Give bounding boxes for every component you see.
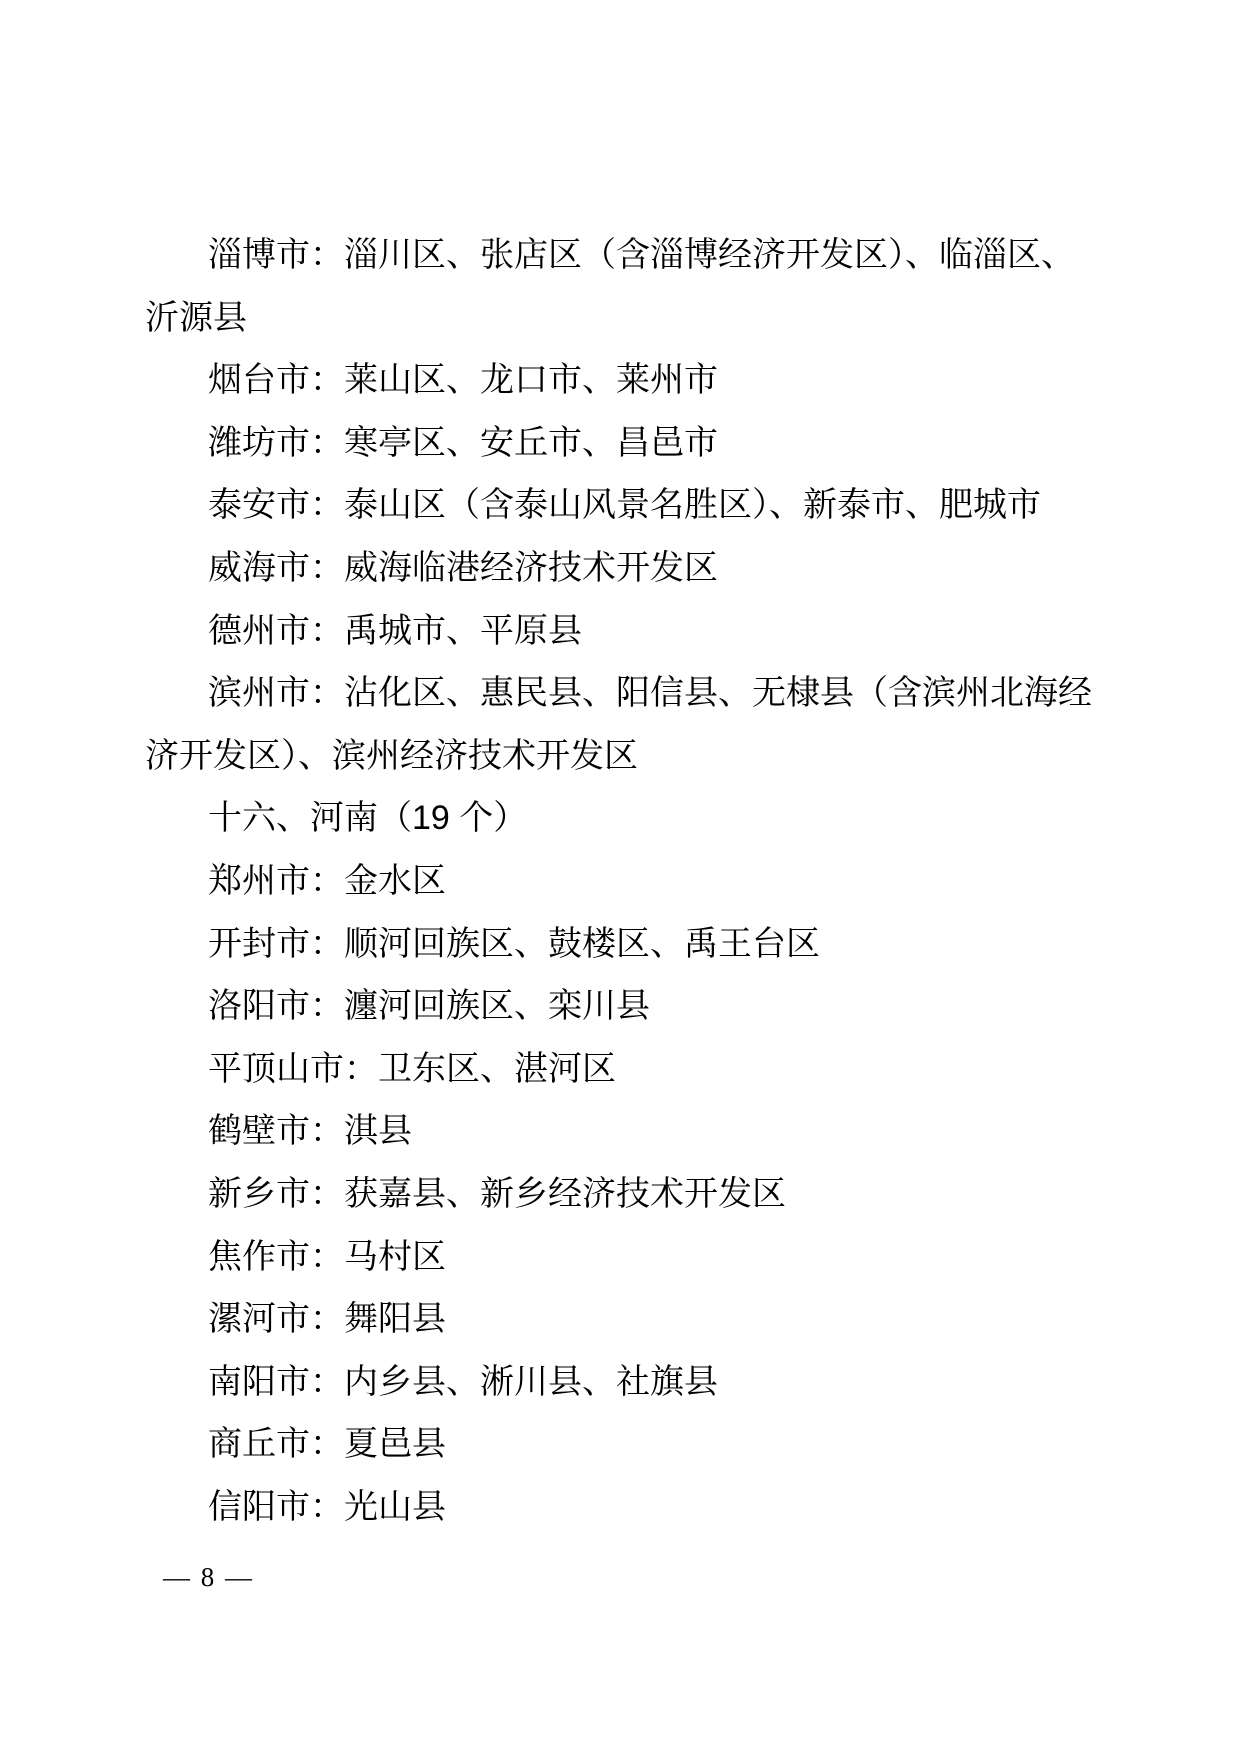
- text-line: 滨州市：沾化区、惠民县、阳信县、无棣县（含滨州北海经: [208, 674, 1092, 713]
- page-number: — 8 —: [163, 1562, 254, 1592]
- text-line: 平顶山市：卫东区、湛河区: [208, 1049, 616, 1088]
- text-line: 潍坊市：寒亭区、安丘市、昌邑市: [208, 423, 718, 462]
- text-line: 漯河市：舞阳县: [208, 1300, 446, 1339]
- document-body: [145, 224, 1145, 1538]
- text-line: 洛阳市：瀍河回族区、栾川县: [208, 987, 650, 1026]
- text-line: 新乡市：获嘉县、新乡经济技术开发区: [208, 1174, 786, 1213]
- text-line: 南阳市：内乡县、淅川县、社旗县: [208, 1362, 718, 1401]
- text-line: 沂源县: [145, 298, 247, 337]
- text-line: 十六、河南（19 个）: [208, 799, 528, 838]
- text-line: 鹤壁市：淇县: [208, 1112, 412, 1151]
- text-line: 淄博市：淄川区、张店区（含淄博经济开发区）、临淄区、: [208, 236, 1075, 274]
- text-line: 泰安市：泰山区（含泰山风景名胜区）、新泰市、肥城市: [208, 486, 1041, 525]
- text-line: 信阳市：光山县: [208, 1487, 446, 1526]
- text-line: 济开发区）、滨州经济技术开发区: [145, 736, 638, 775]
- text-line: 商丘市：夏邑县: [208, 1425, 446, 1464]
- text-line: 威海市：威海临港经济技术开发区: [208, 548, 718, 587]
- text-line: 开封市：顺河回族区、鼓楼区、禹王台区: [208, 924, 820, 963]
- text-line: 焦作市：马村区: [208, 1237, 446, 1276]
- text-line: 郑州市：金水区: [208, 861, 446, 900]
- text-line: 烟台市：莱山区、龙口市、莱州市: [208, 361, 718, 400]
- text-line: 德州市：禹城市、平原县: [208, 611, 582, 650]
